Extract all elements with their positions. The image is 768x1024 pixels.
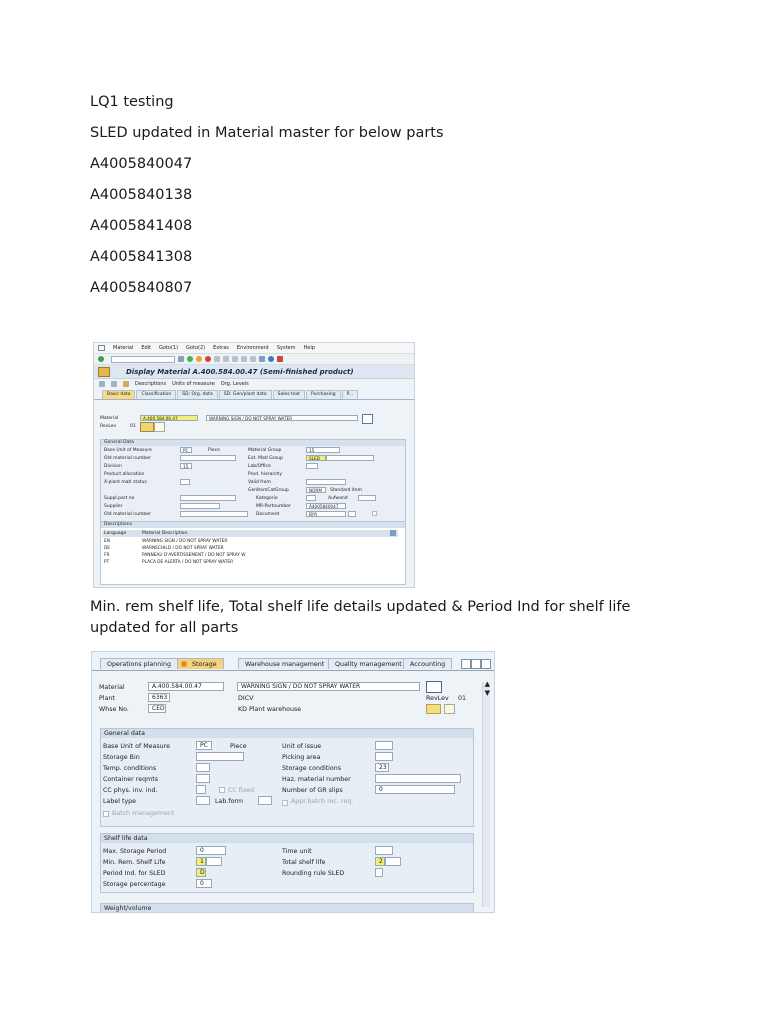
field-label: Lab.form: [215, 798, 244, 805]
field-label: Haz. material number: [282, 776, 351, 783]
field-label: X-plant matl status: [104, 480, 147, 485]
base-uom-field[interactable]: PC: [180, 447, 192, 453]
field-label: Picking area: [282, 754, 321, 761]
revlev-value: 01: [130, 424, 136, 429]
field-label: Max. Storage Period: [103, 848, 167, 855]
document-icon[interactable]: [444, 704, 455, 714]
tab-quality-management[interactable]: Quality management: [328, 658, 409, 669]
total-shelf-life-ext: [385, 857, 401, 866]
field-label: Valid from: [248, 480, 271, 485]
field-label: Kategorie: [256, 496, 278, 501]
layout-icon[interactable]: [277, 356, 283, 362]
field-label: Storage Bin: [103, 754, 140, 761]
material-label: Material: [100, 416, 119, 421]
field-label: Storage conditions: [282, 765, 342, 772]
save-icon[interactable]: [178, 356, 184, 362]
lab-form-field[interactable]: [258, 796, 272, 805]
document-field[interactable]: BYR: [306, 511, 346, 517]
tab-sd-org-data[interactable]: SD: Org. data: [177, 390, 217, 399]
scroll-down-icon[interactable]: ▼: [484, 689, 490, 697]
menu-item[interactable]: System: [276, 345, 296, 351]
doc-heading: LQ1 testing: [90, 94, 174, 110]
other-material-icon[interactable]: [99, 381, 105, 387]
field-label: Suppl.part no: [104, 496, 135, 501]
field-label: CC phys. inv. ind.: [103, 787, 158, 794]
doc-intro: SLED updated in Material master for below parts: [90, 125, 444, 141]
tab-warehouse-management[interactable]: Warehouse management: [238, 658, 331, 669]
field-label: Total shelf life: [282, 859, 326, 866]
valid-from-field[interactable]: [306, 479, 346, 485]
storage-icon: [181, 661, 187, 667]
table-row[interactable]: DE WARNSCHILD / DO NOT SPRAY WATER: [104, 546, 224, 551]
descriptions-title: Descriptions: [101, 522, 405, 528]
temp-conditions-field[interactable]: [196, 763, 210, 772]
batch-management-label: Batch management: [112, 810, 175, 817]
scroll-up-icon[interactable]: ▲: [484, 680, 490, 688]
part-number: A4005840138: [90, 187, 193, 203]
base-uom-text: Piece: [230, 743, 247, 750]
mr-partnumber-field[interactable]: A4005840047: [306, 503, 346, 509]
doc-paragraph: Min. rem shelf life, Total shelf life details updated & Period Ind for shelf life updated for all parts: [90, 599, 631, 636]
field-label: Product allocation: [104, 472, 145, 477]
print-icon[interactable]: [214, 356, 220, 362]
info-icon[interactable]: [426, 681, 442, 693]
menu-item[interactable]: Material: [113, 345, 134, 351]
lab-office-field[interactable]: [306, 463, 318, 469]
cc-phys-inv-field[interactable]: [196, 785, 206, 794]
field-label: GenItemCatGroup: [248, 488, 289, 493]
org-levels-button[interactable]: Org. Levels: [220, 381, 249, 387]
plant-description: DICV: [238, 695, 254, 702]
plant-field[interactable]: 6363: [148, 693, 170, 702]
kategorie-field[interactable]: [306, 495, 316, 501]
shelf-life-title: Shelf life data: [101, 834, 473, 843]
container-reqmts-field[interactable]: [196, 774, 210, 783]
table-row[interactable]: PT PLACA DE ALERTA / DO NOT SPRAY WATER: [104, 560, 234, 565]
appr-batch-checkbox[interactable]: [282, 800, 288, 806]
field-label: Container reqmts: [103, 776, 158, 783]
units-of-measure-button[interactable]: Units of measure: [172, 381, 215, 387]
column-header: Language: [104, 531, 127, 536]
tab-scroll-left-icon[interactable]: [461, 659, 471, 669]
system-toolbar: [94, 354, 414, 365]
field-label: Prod. hierarchy: [248, 472, 283, 477]
unit-of-issue-field[interactable]: [375, 741, 393, 750]
field-label: Aufwand: [328, 496, 348, 501]
field-label: MR-Partnumber: [256, 504, 291, 509]
cc-fixed-checkbox[interactable]: [219, 787, 225, 793]
storage-bin-field[interactable]: [196, 752, 244, 761]
screen-title: [94, 365, 414, 379]
total-shelf-life-field[interactable]: 2: [375, 857, 385, 866]
session-icon[interactable]: [259, 356, 265, 362]
old-material-field-2[interactable]: [180, 511, 248, 517]
ext-matl-group-field[interactable]: SLED: [306, 455, 326, 461]
field-label: Time unit: [282, 848, 312, 855]
max-storage-field[interactable]: 0: [196, 846, 226, 855]
field-label: Number of GR slips: [282, 787, 343, 794]
whse-description: KD Plant warehouse: [238, 706, 302, 713]
vertical-scrollbar[interactable]: [482, 682, 490, 907]
application-toolbar: [94, 379, 414, 389]
field-label: Label type: [103, 798, 137, 805]
revlev-value: 01: [458, 695, 467, 702]
haz-material-field[interactable]: [375, 774, 461, 783]
command-field[interactable]: [111, 356, 175, 363]
supplier-field[interactable]: [180, 503, 220, 509]
appr-batch-label: Appr.batch rec. req.: [291, 798, 354, 805]
general-data-title: General Data: [101, 440, 405, 446]
revlev-label: RevLev: [100, 424, 117, 429]
field-label: Period Ind. for SLED: [103, 870, 166, 877]
batch-management-checkbox[interactable]: [103, 811, 109, 817]
tab-more[interactable]: P...: [342, 390, 358, 399]
field-label: Document: [256, 512, 280, 517]
suppl-part-field[interactable]: [180, 495, 236, 501]
field-label: Lab/Office: [248, 464, 271, 469]
material-group-field[interactable]: 15: [306, 447, 340, 453]
division-field[interactable]: 15: [180, 463, 192, 469]
field-label: Min. Rem. Shelf Life: [103, 859, 166, 866]
find-icon[interactable]: [223, 356, 229, 362]
revision-button[interactable]: [140, 422, 154, 432]
material-label: Material: [99, 684, 125, 691]
whse-label: Whse No.: [99, 706, 129, 713]
field-label: Temp. conditions: [103, 765, 157, 772]
ext-matl-group-text: [326, 455, 374, 461]
time-unit-field[interactable]: [375, 846, 393, 855]
field-label: Material Group: [248, 448, 282, 453]
field-label: Base Unit of Measure: [103, 743, 170, 750]
storage-conditions-field[interactable]: 23: [375, 763, 389, 772]
tab-strip: [94, 389, 414, 400]
storage-percentage-field[interactable]: 0: [196, 879, 212, 888]
field-label: Supplier: [104, 504, 123, 509]
old-material-field[interactable]: [180, 455, 236, 461]
tab-basic-data[interactable]: Basic data: [102, 390, 135, 399]
revision-button[interactable]: [426, 704, 441, 714]
base-uom-text: Piece: [208, 448, 220, 453]
menu-item[interactable]: Goto(1): [159, 345, 179, 351]
field-label: Old material number: [104, 456, 151, 461]
min-rem-shelf-life-ext: [206, 857, 222, 866]
min-rem-shelf-life-field[interactable]: 1: [196, 857, 206, 866]
menu-item[interactable]: Help: [303, 345, 315, 351]
back-icon[interactable]: [187, 356, 193, 362]
table-row[interactable]: EN WARNING SIGN / DO NOT SPRAY WATER: [104, 539, 228, 544]
plant-label: Plant: [99, 695, 115, 702]
enter-icon[interactable]: [98, 356, 104, 362]
material-description-field: WARNING SIGN / DO NOT SPRAY WATER: [206, 415, 358, 421]
page-icon[interactable]: [232, 356, 238, 362]
tab-classification[interactable]: Classification: [136, 390, 176, 399]
tab-operations-planning[interactable]: Operations planning: [100, 658, 178, 669]
material-icon: [98, 367, 110, 377]
general-data-title: General data: [101, 729, 473, 738]
menu-bar: [94, 343, 414, 354]
tab-sales-text[interactable]: Sales text: [273, 390, 305, 399]
page-icon[interactable]: [241, 356, 247, 362]
gr-slips-field[interactable]: 0: [375, 785, 455, 794]
gen-item-cat-text: Standard item: [330, 488, 363, 493]
field-label: Old material number: [104, 512, 151, 517]
document-type-field[interactable]: [348, 511, 356, 517]
part-number: A4005840047: [90, 156, 193, 172]
screen-title-text: Display Material A.400.584.00.47 (Semi-finished product): [126, 367, 354, 376]
picking-area-field[interactable]: [375, 752, 393, 761]
descriptions-button[interactable]: Descriptions: [135, 381, 167, 387]
tab-accounting[interactable]: Accounting: [403, 658, 452, 669]
tab-storage[interactable]: Storage: [177, 658, 224, 669]
cc-fixed-label: CC fixed: [228, 787, 255, 794]
xplant-status-field[interactable]: [180, 479, 190, 485]
checkbox[interactable]: [372, 511, 377, 516]
part-number: A4005841308: [90, 249, 193, 265]
aufwand-field[interactable]: [358, 495, 376, 501]
gen-item-cat-field[interactable]: NORM: [306, 487, 326, 493]
tab-list-icon[interactable]: [481, 659, 491, 669]
tab-sd-gen-plant-data[interactable]: SD: Gen/plant data: [219, 390, 272, 399]
tab-purchasing[interactable]: Purchasing: [306, 390, 341, 399]
rounding-rule-field[interactable]: [375, 868, 383, 877]
exit-icon[interactable]: [196, 356, 202, 362]
field-label: Base Unit of Measure: [104, 448, 152, 453]
menu-item[interactable]: Edit: [141, 345, 151, 351]
weight-volume-group: [100, 903, 474, 913]
whse-field[interactable]: CED: [148, 704, 166, 713]
label-type-field[interactable]: [196, 796, 210, 805]
desc-table-header: [102, 530, 398, 537]
tab-scroll-right-icon[interactable]: [471, 659, 481, 669]
document-icon[interactable]: [154, 422, 165, 432]
base-uom-field[interactable]: PC: [196, 741, 212, 750]
table-settings-icon[interactable]: [390, 530, 396, 536]
screenshot-display-material: [93, 342, 415, 588]
menu-item[interactable]: Environment: [236, 345, 269, 351]
field-label: Division: [104, 464, 122, 469]
general-data-group: [100, 439, 406, 533]
field-label: Ext. Matl Group: [248, 456, 283, 461]
additional-data-icon[interactable]: [123, 381, 129, 387]
display-icon[interactable]: [111, 381, 117, 387]
cancel-icon[interactable]: [205, 356, 211, 362]
tab-strip: [92, 656, 494, 671]
field-label: Rounding rule SLED: [282, 870, 345, 877]
field-label: Storage percentage: [103, 881, 166, 888]
weight-volume-title: Weight/volume: [101, 904, 473, 913]
revlev-label: RevLev: [426, 695, 449, 702]
column-header: Material Description: [142, 531, 188, 536]
field-label: Unit of issue: [282, 743, 322, 750]
page-icon[interactable]: [250, 356, 256, 362]
part-number: A4005840807: [90, 280, 193, 296]
material-field[interactable]: A.400.584.00.47: [140, 415, 198, 421]
screenshot-storage-tab: [91, 651, 495, 913]
material-description-field: WARNING SIGN / DO NOT SPRAY WATER: [237, 682, 420, 691]
menu-item[interactable]: Goto(2): [186, 345, 206, 351]
menu-item[interactable]: Extras: [213, 345, 229, 351]
period-ind-sled-field[interactable]: D: [196, 868, 206, 877]
table-row[interactable]: FR PANNEAU D'AVERTISSEMENT / DO NOT SPRAY W: [104, 553, 246, 558]
window-icon: [98, 345, 105, 351]
info-icon[interactable]: [362, 414, 373, 424]
material-field[interactable]: A.400.584.00.47: [148, 682, 224, 691]
help-icon[interactable]: [268, 356, 274, 362]
part-number: A4005841408: [90, 218, 193, 234]
